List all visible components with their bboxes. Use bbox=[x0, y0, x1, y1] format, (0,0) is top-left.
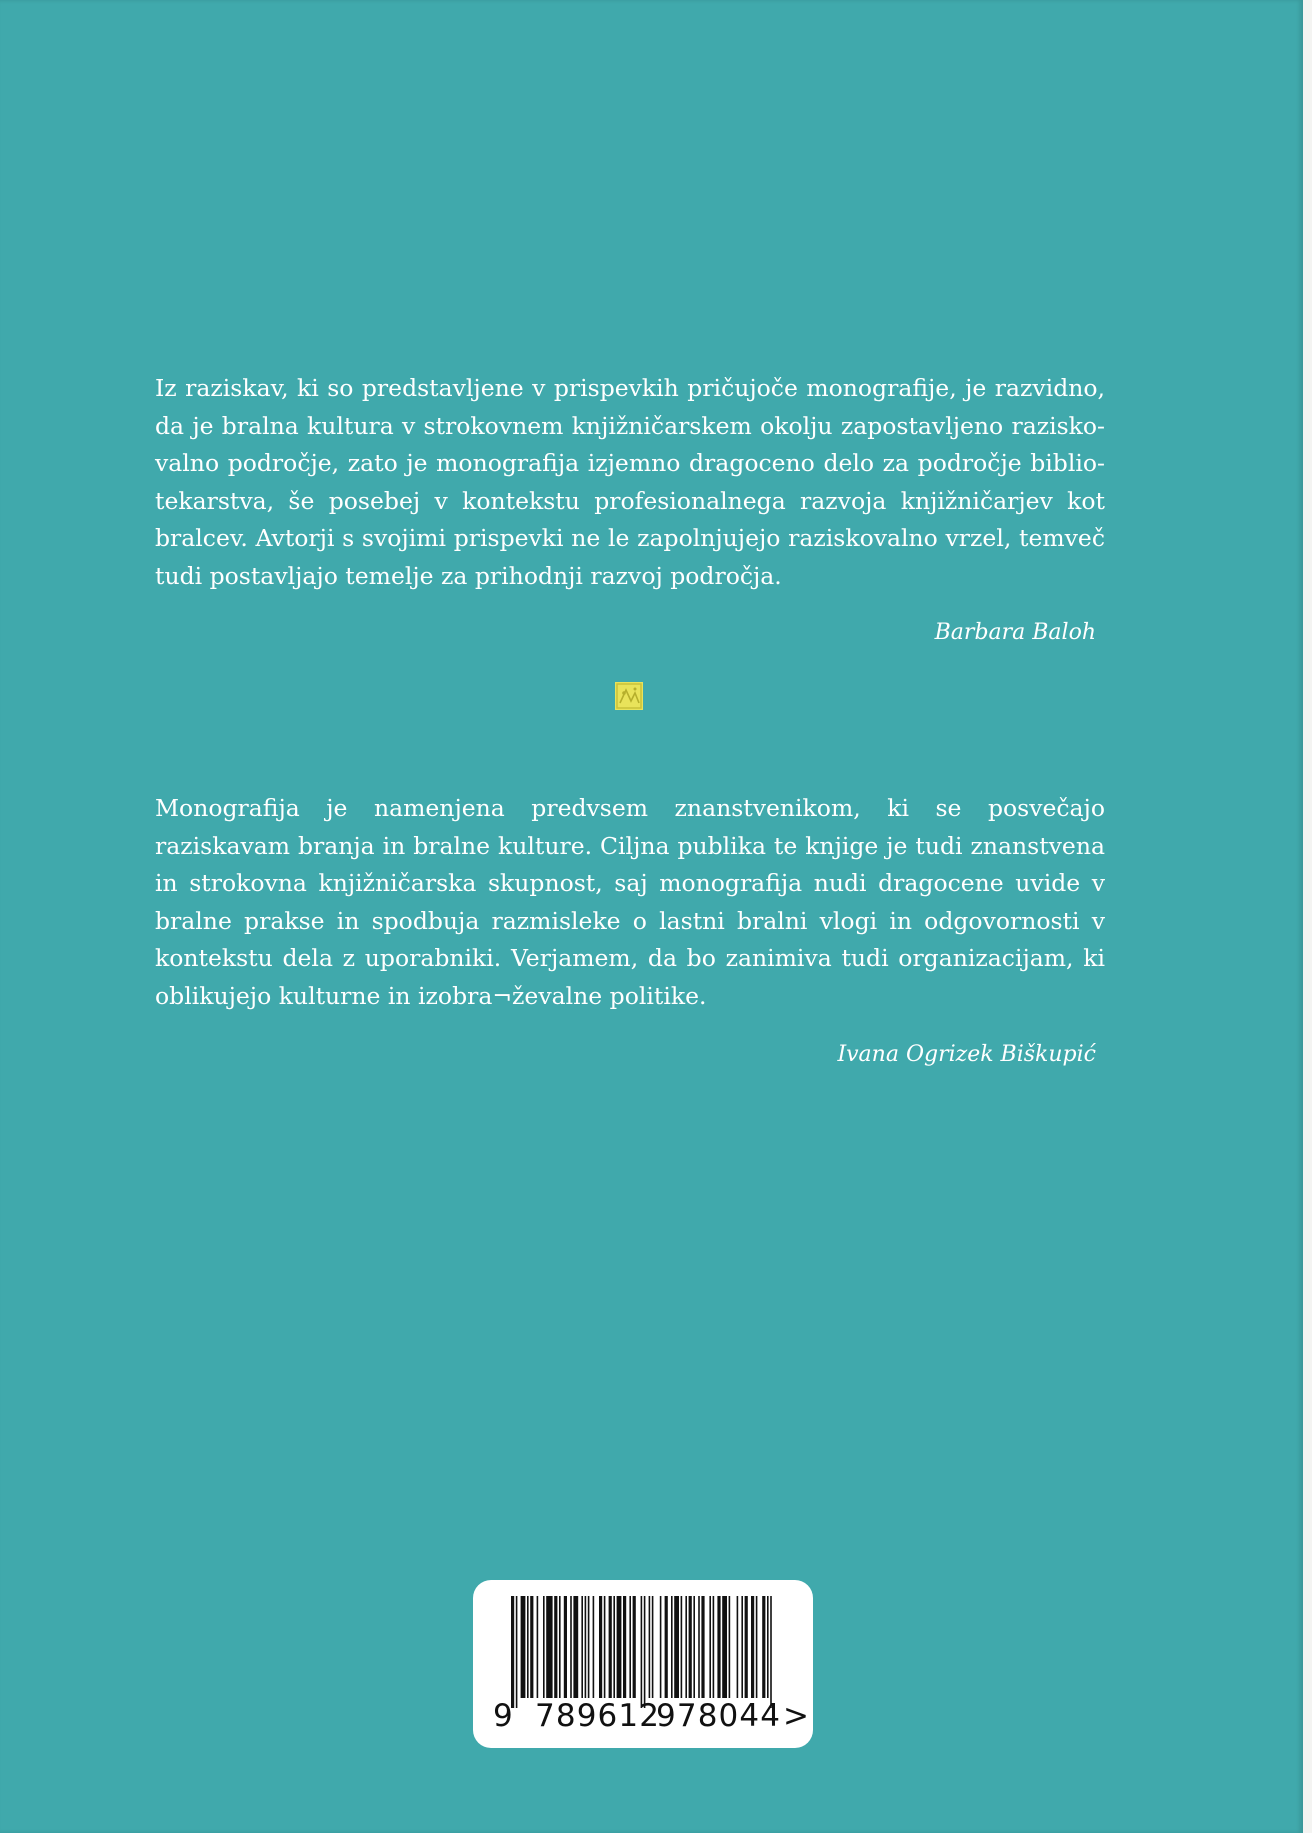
barcode-bar bbox=[609, 1596, 612, 1698]
barcode-bar bbox=[665, 1596, 668, 1698]
blurb-author-1: Barbara Baloh bbox=[934, 620, 1096, 645]
barcode-trail-mark: > bbox=[783, 1698, 809, 1734]
barcode-bar bbox=[681, 1596, 683, 1698]
barcode-bar bbox=[674, 1596, 679, 1698]
barcode-bar bbox=[511, 1596, 514, 1708]
barcode-bar bbox=[729, 1596, 731, 1698]
barcode-bar bbox=[588, 1596, 590, 1698]
barcode-bar bbox=[770, 1596, 772, 1708]
blurb-paragraph-2: Monografija je namenjena predvsem znanstvenikom, ki se posvečajo raziskavam branja in bralne kulture. Ciljna publika te knjige je tudi znanstvena in strokovna knjižničarska skupnost, saj monografija nudi dragocene uvide v bralne prakse in spodbuja razmisleke o lastni bralni vlogi in odgovornosti v kontekstu dela z uporabniki. Verjamem, da bo zanimiva tudi organizacijam, ki oblikujejo kulturne in izobra¬ževalne politike. bbox=[155, 794, 1105, 1010]
barcode-bar bbox=[570, 1596, 572, 1698]
yellow-square-ornament-icon bbox=[614, 681, 644, 711]
barcode-bar bbox=[685, 1596, 687, 1698]
barcode-bar bbox=[537, 1596, 539, 1698]
barcode-bar bbox=[543, 1596, 545, 1698]
barcode-digits-left: 789612 bbox=[535, 1698, 659, 1734]
blurb-author-2: Ivana Ogrizek Biškupić bbox=[837, 1042, 1096, 1067]
barcode-bar bbox=[573, 1596, 578, 1698]
barcode-bars bbox=[511, 1596, 772, 1708]
barcode-bar bbox=[756, 1596, 758, 1698]
barcode-bar bbox=[604, 1596, 606, 1698]
barcode-bar bbox=[737, 1596, 739, 1698]
isbn-barcode bbox=[473, 1580, 813, 1748]
barcode-bar bbox=[527, 1596, 529, 1698]
barcode-bar bbox=[546, 1596, 552, 1698]
barcode-bar bbox=[689, 1596, 692, 1698]
barcode-bar bbox=[564, 1596, 567, 1698]
barcode-bar bbox=[649, 1596, 651, 1698]
blurb-paragraph-1: Iz raziskav, ki so predstavljene v prispevkih pričujoče monografije, je razvidno, da je bralna kultura v strokovnem knjižničarskem okolju zapostavljeno raziskovalno področje, zato je monografija izjemno dragoceno delo za področje bibliotekarstva, še posebej v kontekstu profesionalnega razvoja knjižničarjev kot bralcev. Avtorji s svojimi prispevki ne le zapolnjujejo raziskovalno vrzel, temveč tudi postavljajo temelje za prihodnji razvoj področja. bbox=[155, 374, 1105, 590]
barcode-bar bbox=[521, 1596, 526, 1698]
barcode-bar bbox=[599, 1596, 602, 1698]
barcode-bar bbox=[751, 1596, 754, 1698]
barcode-bar bbox=[641, 1596, 643, 1708]
barcode-bar bbox=[767, 1596, 769, 1698]
barcode-bar bbox=[693, 1596, 695, 1698]
barcode-digits-right: 978044 bbox=[656, 1698, 780, 1734]
barcode-bar bbox=[629, 1596, 631, 1698]
barcode-bar bbox=[762, 1596, 765, 1698]
barcode-bar bbox=[613, 1596, 615, 1698]
barcode-bar bbox=[593, 1596, 595, 1698]
barcode-bar bbox=[623, 1596, 626, 1698]
barcode-bar bbox=[559, 1596, 561, 1698]
barcode-bar bbox=[585, 1596, 587, 1698]
barcode-bar bbox=[554, 1596, 557, 1698]
barcode-lead-digit: 9 bbox=[493, 1698, 513, 1734]
barcode-bar bbox=[617, 1596, 622, 1698]
barcode-bar bbox=[745, 1596, 748, 1698]
barcode-bar bbox=[530, 1596, 533, 1698]
barcode-bar bbox=[741, 1596, 743, 1698]
barcode-bar bbox=[722, 1596, 727, 1698]
barcode-graphic bbox=[473, 1580, 813, 1748]
barcode-bar bbox=[660, 1596, 662, 1698]
barcode-bar bbox=[701, 1596, 704, 1698]
barcode-bar bbox=[516, 1596, 518, 1708]
barcode-bar bbox=[652, 1596, 654, 1698]
barcode-bar bbox=[717, 1596, 720, 1698]
barcode-bar bbox=[644, 1596, 646, 1708]
barcode-bar bbox=[633, 1596, 636, 1698]
barcode-bar bbox=[698, 1596, 700, 1698]
barcode-bar bbox=[709, 1596, 711, 1698]
barcode-bar bbox=[581, 1596, 583, 1698]
barcode-bar bbox=[713, 1596, 715, 1698]
barcode-bar bbox=[671, 1596, 673, 1698]
